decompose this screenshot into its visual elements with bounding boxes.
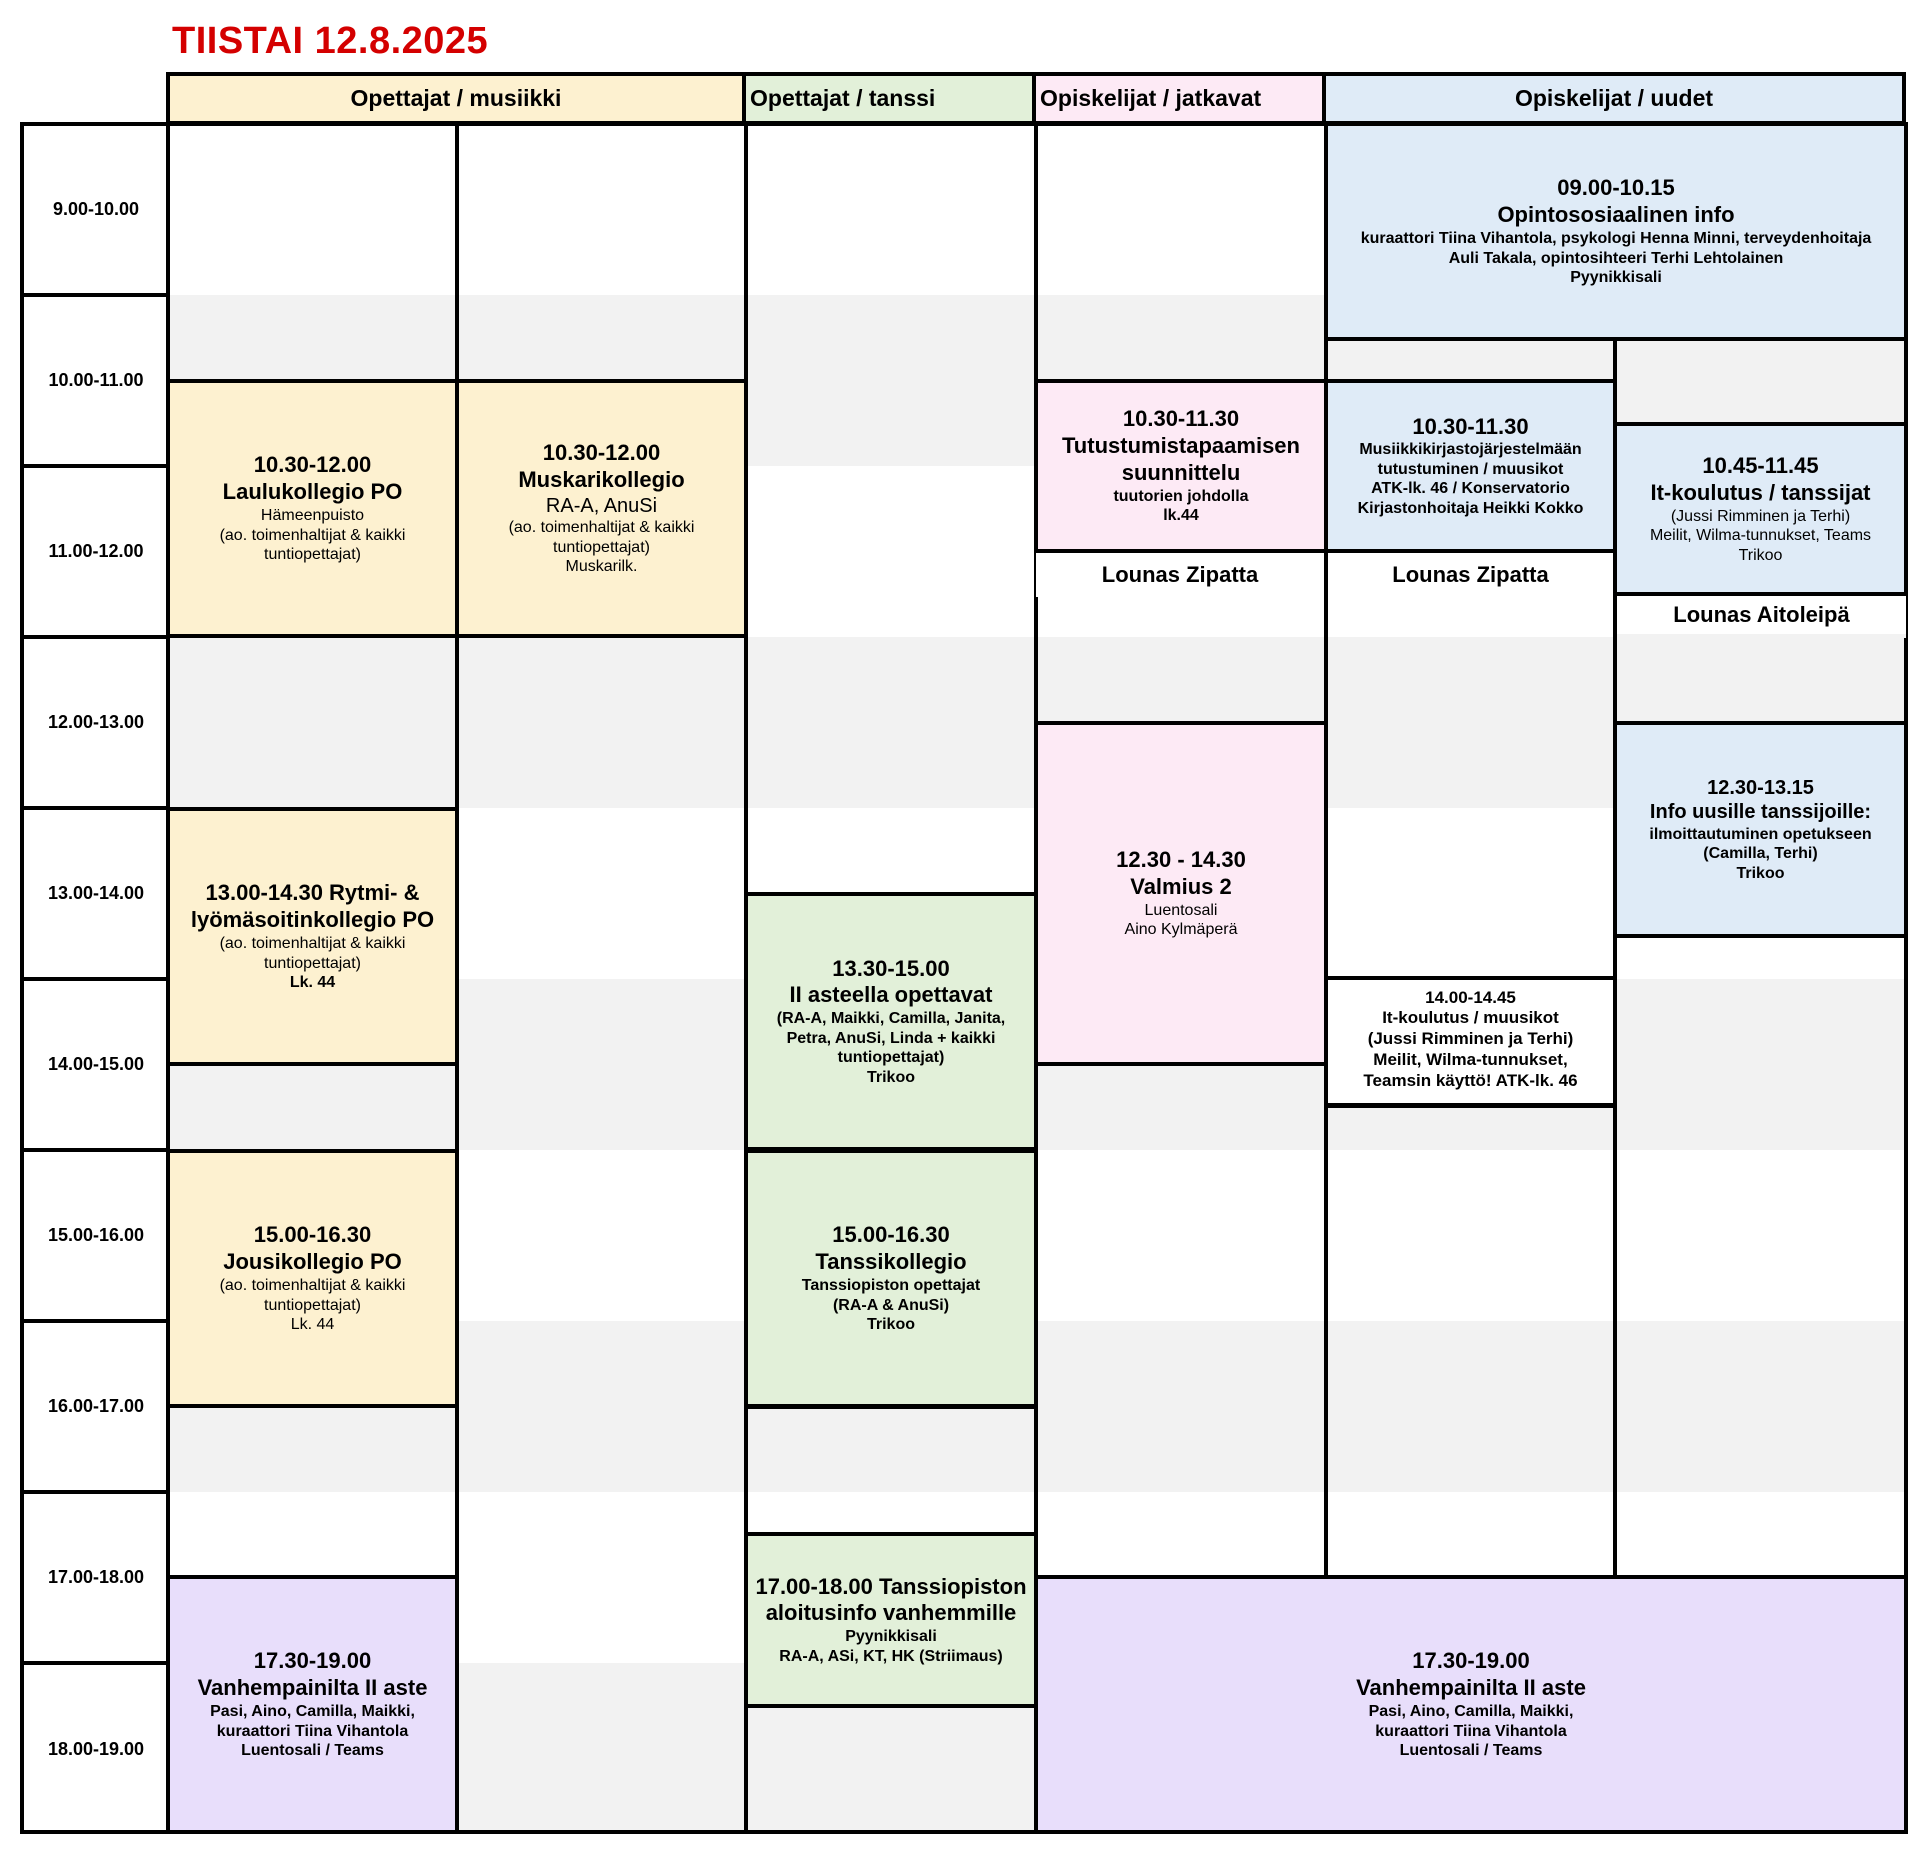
time-slot: 11.00-12.00 bbox=[24, 468, 168, 639]
event-title: Tanssikollegio bbox=[815, 1249, 967, 1275]
event-time: 15.00-16.30 bbox=[253, 1222, 372, 1248]
event-who: kuraattori Tiina Vihantola bbox=[216, 1722, 409, 1740]
event-muskarikollegio[interactable] bbox=[455, 379, 748, 638]
event-tanssikollegio[interactable] bbox=[744, 1149, 1038, 1408]
event-rytmi-kollegio[interactable] bbox=[166, 807, 459, 1066]
lunch-zipatta-uudet: Lounas Zipatta bbox=[1328, 553, 1613, 597]
event-title-line2: aloitusinfo vanhemmille bbox=[765, 1600, 1017, 1626]
time-slot: 18.00-19.00 bbox=[47, 1739, 145, 1759]
event-title: Opintososiaalinen info bbox=[1497, 202, 1735, 228]
event-title: It-koulutus / tanssijat bbox=[1650, 479, 1871, 505]
time-slot: 13.00-14.00 bbox=[24, 810, 168, 981]
event-time: 10.30-12.00 bbox=[542, 440, 661, 466]
event-place: Luentosali bbox=[1144, 901, 1218, 919]
event-title-line2: suunnittelu bbox=[1121, 459, 1241, 485]
event-title-line1: 17.00-18.00 Tanssiopiston bbox=[755, 1573, 1027, 1599]
event-line: (Camilla, Terhi) bbox=[1703, 845, 1818, 863]
event-note: Meilit, Wilma-tunnukset, Teams bbox=[1649, 527, 1872, 545]
event-valmius-2[interactable] bbox=[1034, 721, 1328, 1066]
event-place: lk.44 bbox=[1163, 507, 1199, 525]
event-place: Pyynikkisali bbox=[845, 1628, 937, 1646]
event-who: Pasi, Aino, Camilla, Maikki, bbox=[210, 1703, 415, 1721]
time-slot: 15.00-16.00 bbox=[24, 1152, 168, 1323]
event-it-koulutus-tanssijat[interactable] bbox=[1613, 422, 1908, 596]
event-who: (RA-A & AnuSi) bbox=[832, 1296, 950, 1314]
header-opiskelijat-uudet: Opiskelijat / uudet bbox=[1322, 72, 1906, 125]
event-who: Petra, AnuSi, Linda + kaikki bbox=[786, 1029, 996, 1047]
event-time: 17.30-19.00 bbox=[253, 1648, 372, 1674]
event-place: Trikoo bbox=[1738, 546, 1783, 564]
event-title: Info uusille tanssijoille: bbox=[1649, 801, 1872, 824]
event-who: Aino Kylmäperä bbox=[1124, 921, 1238, 939]
event-vanhempainilta-opettajat[interactable] bbox=[166, 1575, 459, 1834]
event-time: 10.30-11.30 bbox=[1412, 413, 1529, 439]
event-who: RA-A, AnuSi bbox=[545, 494, 658, 517]
time-slot: 16.00-17.00 bbox=[24, 1323, 168, 1494]
event-title-line2: lyömäsoitinkollegio PO bbox=[190, 907, 435, 933]
event-time: 14.00-14.45 bbox=[1425, 987, 1516, 1007]
event-who: (Jussi Rimminen ja Terhi) bbox=[1367, 1029, 1574, 1049]
event-note: (ao. toimenhaltijat & kaikki tuntiopettajat) bbox=[219, 935, 406, 972]
header-opettajat-tanssi: Opettajat / tanssi bbox=[742, 72, 1036, 125]
event-place: Luentosali / Teams bbox=[241, 1742, 384, 1760]
event-musiikkikirjasto[interactable] bbox=[1324, 379, 1617, 553]
event-time: 17.30-19.00 bbox=[1412, 1648, 1530, 1674]
event-place: Luentosali / Teams bbox=[1399, 1742, 1543, 1760]
event-laulukollegio[interactable] bbox=[166, 379, 459, 638]
event-title: Vanhempainilta II aste bbox=[1356, 1675, 1586, 1701]
header-opettajat-musiikki: Opettajat / musiikki bbox=[166, 72, 746, 125]
time-slot: 10.00-11.00 bbox=[24, 297, 168, 468]
event-place: Trikoo bbox=[1736, 864, 1785, 882]
event-place: Pyynikkisali bbox=[1570, 269, 1662, 287]
event-time: 12.30-13.15 bbox=[1707, 776, 1814, 799]
event-jousikollegio[interactable] bbox=[166, 1149, 459, 1408]
event-title: Valmius 2 bbox=[1130, 873, 1232, 899]
event-who: (Jussi Rimminen ja Terhi) bbox=[1670, 507, 1851, 525]
event-time: 10.30-11.30 bbox=[1122, 406, 1240, 432]
event-title-line1: 13.00-14.30 Rytmi- & bbox=[205, 880, 420, 906]
event-time: 12.30 - 14.30 bbox=[1116, 847, 1246, 873]
time-slot: 9.00-10.00 bbox=[24, 126, 168, 297]
event-title: Jousikollegio PO bbox=[223, 1249, 402, 1275]
event-time: 10.45-11.45 bbox=[1702, 452, 1819, 478]
event-line: ilmoittautuminen opetukseen bbox=[1649, 825, 1872, 843]
event-place: Trikoo bbox=[866, 1316, 915, 1334]
header-opiskelijat-jatkavat: Opiskelijat / jatkavat bbox=[1032, 72, 1326, 125]
event-place: Hämeenpuisto bbox=[260, 507, 365, 525]
event-who: (RA-A, Maikki, Camilla, Janita, bbox=[776, 1010, 1006, 1028]
event-time: 09.00-10.15 bbox=[1557, 175, 1675, 201]
event-place: Trikoo bbox=[866, 1068, 915, 1086]
event-line: Kirjastonhoitaja Heikki Kokko bbox=[1357, 499, 1584, 517]
event-title: Muskarikollegio bbox=[518, 467, 685, 493]
event-time: 15.00-16.30 bbox=[832, 1222, 950, 1248]
event-ii-asteella-opettavat[interactable] bbox=[744, 892, 1038, 1151]
page-title: TIISTAI 12.8.2025 bbox=[172, 20, 489, 62]
event-note: Teamsin käyttö! ATK-lk. 46 bbox=[1363, 1070, 1578, 1090]
event-line: Musiikkikirjastojärjestelmään bbox=[1359, 441, 1582, 459]
event-time: 13.30-15.00 bbox=[832, 955, 950, 981]
event-tutustumistapaaminen[interactable] bbox=[1034, 379, 1328, 553]
lunch-aitoleipa: Lounas Aitoleipä bbox=[1617, 596, 1906, 638]
event-place: Muskarilk. bbox=[565, 558, 638, 576]
event-place: Lk. 44 bbox=[290, 1316, 335, 1334]
event-note: (ao. toimenhaltijat & kaikki tuntiopettajat) bbox=[219, 1277, 406, 1314]
event-title-line1: Tutustumistapaamisen bbox=[1062, 433, 1300, 459]
event-place: Lk. 44 bbox=[289, 974, 336, 992]
event-who: tuntiopettajat) bbox=[837, 1049, 945, 1067]
event-line: tutustuminen / muusikot bbox=[1377, 460, 1564, 478]
event-who: Tanssiopiston opettajat bbox=[801, 1277, 981, 1295]
event-vanhempainilta-opiskelijat[interactable] bbox=[1034, 1575, 1908, 1834]
event-opintososiaalinen-info[interactable] bbox=[1324, 122, 1908, 341]
time-slot: 17.00-18.00 bbox=[24, 1494, 168, 1665]
event-time: 10.30-12.00 bbox=[253, 452, 372, 478]
event-who: kuraattori Tiina Vihantola bbox=[1375, 1722, 1567, 1740]
event-info-uusille-tanssijoille[interactable] bbox=[1613, 721, 1908, 938]
event-who: Pasi, Aino, Camilla, Maikki, bbox=[1368, 1703, 1574, 1721]
event-title: Vanhempainilta II aste bbox=[197, 1675, 428, 1701]
time-slot: 12.00-13.00 bbox=[24, 639, 168, 810]
event-title: II asteella opettavat bbox=[789, 982, 993, 1008]
event-who: kuraattori Tiina Vihantola, psykologi Henna Minni, terveydenhoitaja bbox=[1360, 230, 1872, 248]
event-it-koulutus-muusikot[interactable] bbox=[1324, 976, 1617, 1107]
event-who: RA-A, ASi, KT, HK (Striimaus) bbox=[779, 1647, 1003, 1665]
event-who: Auli Takala, opintosihteeri Terhi Lehtolainen bbox=[1448, 249, 1784, 267]
event-line: ATK-lk. 46 / Konservatorio bbox=[1371, 480, 1570, 498]
event-note: Meilit, Wilma-tunnukset, bbox=[1373, 1049, 1568, 1069]
lunch-zipatta-jatkavat: Lounas Zipatta bbox=[1036, 553, 1324, 597]
event-title: Laulukollegio PO bbox=[222, 479, 403, 505]
event-tanssiopisto-aloitusinfo[interactable] bbox=[744, 1532, 1038, 1708]
event-title: It-koulutus / muusikot bbox=[1382, 1008, 1559, 1028]
time-slot: 14.00-15.00 bbox=[24, 981, 168, 1152]
event-note: (ao. toimenhaltijat & kaikki tuntiopettajat) bbox=[508, 519, 695, 556]
event-who: tuutorien johdolla bbox=[1113, 487, 1249, 505]
event-note: (ao. toimenhaltijat & kaikki tuntiopettajat) bbox=[219, 526, 406, 564]
